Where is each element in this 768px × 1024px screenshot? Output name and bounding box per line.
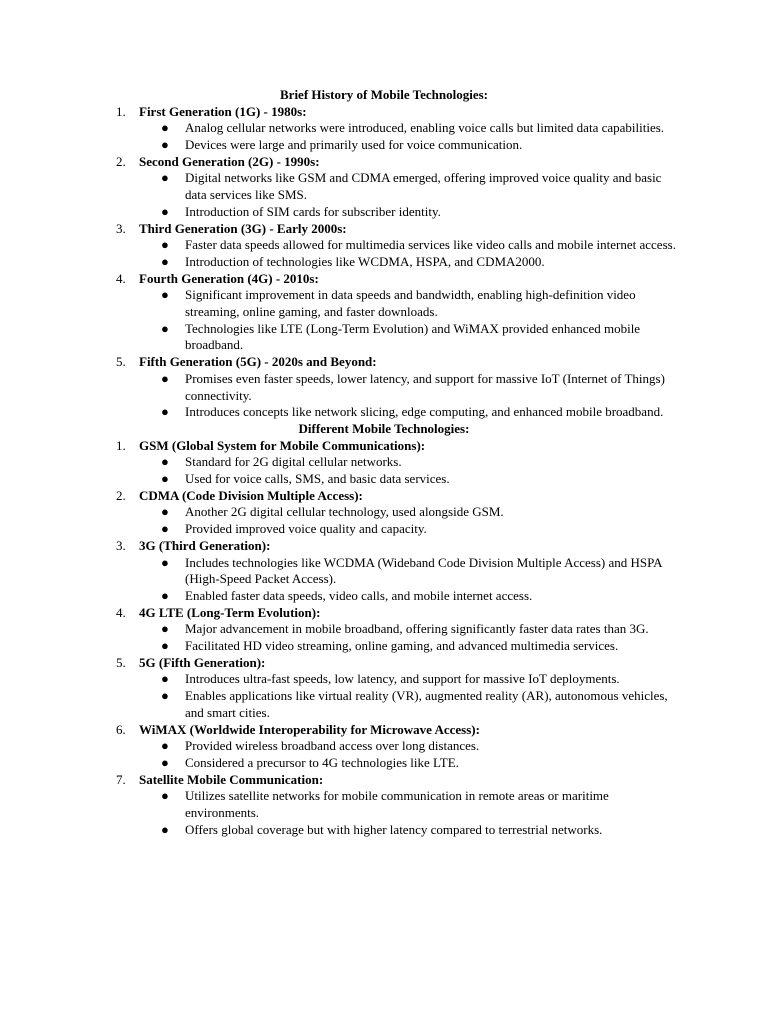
- list-item: [0, 488, 768, 538]
- bullet-icon: ●: [161, 237, 169, 253]
- bullet-text: Introduction of SIM cards for subscriber identity.: [185, 203, 441, 219]
- bullet-text: Technologies like LTE (Long-Term Evolution) and WiMAX provided enhanced mobile broadband.: [185, 320, 641, 353]
- item-title: Second Generation (2G) - 1990s:: [139, 153, 320, 169]
- bullet-item: [0, 688, 768, 721]
- bullet-item: [0, 237, 768, 254]
- item-number: 1.: [116, 437, 126, 453]
- bullet-icon: ●: [161, 203, 169, 219]
- bullet-item: [0, 671, 768, 688]
- bullet-text: Promises even faster speeds, lower latency, and support for massive IoT (Internet of Things) connectivity.: [185, 370, 665, 403]
- bullet-icon: ●: [161, 471, 169, 487]
- bullet-text: Another 2G digital cellular technology, used alongside GSM.: [185, 504, 504, 520]
- section-title: Brief History of Mobile Technologies:: [280, 87, 488, 102]
- bullet-item: [0, 204, 768, 221]
- bullet-icon: ●: [161, 671, 169, 687]
- item-title: Satellite Mobile Communication:: [139, 771, 324, 787]
- item-number: 1.: [116, 103, 126, 119]
- item-number: 3.: [116, 537, 126, 553]
- bullet-item: [0, 504, 768, 521]
- bullet-icon: ●: [161, 370, 169, 386]
- bullet-item: [0, 471, 768, 488]
- item-number: 5.: [116, 654, 126, 670]
- bullet-item: [0, 404, 768, 421]
- bullet-item: [0, 120, 768, 137]
- bullet-text: Considered a precursor to 4G technologies like LTE.: [185, 754, 459, 770]
- bullet-icon: ●: [161, 504, 169, 520]
- bullet-item: [0, 621, 768, 638]
- bullet-text: Standard for 2G digital cellular networks.: [185, 454, 402, 470]
- list-item: [0, 655, 768, 722]
- list-item: [0, 271, 768, 355]
- bullet-item: [0, 788, 768, 821]
- bullet-text: Devices were large and primarily used for voice communication.: [185, 137, 523, 153]
- item-title: GSM (Global System for Mobile Communications):: [139, 437, 426, 453]
- bullet-text: Introduces ultra-fast speeds, low latency, and support for massive IoT deployments.: [185, 671, 620, 687]
- bullet-text: Major advancement in mobile broadband, offering significantly faster data rates than 3G.: [185, 621, 649, 637]
- bullet-text: Significant improvement in data speeds and bandwidth, enabling high-definition video streaming, online gaming, and faster downloads.: [185, 287, 636, 320]
- bullet-icon: ●: [161, 521, 169, 537]
- item-number: 2.: [116, 487, 126, 503]
- bullet-text: Faster data speeds allowed for multimedia services like video calls and mobile internet access.: [185, 237, 676, 253]
- list-item: [0, 722, 768, 772]
- bullet-text: Enabled faster data speeds, video calls, and mobile internet access.: [185, 587, 533, 603]
- bullet-icon: ●: [161, 137, 169, 153]
- item-title: Third Generation (3G) - Early 2000s:: [139, 220, 347, 236]
- bullet-item: [0, 321, 768, 354]
- bullet-item: [0, 521, 768, 538]
- item-number: 6.: [116, 721, 126, 737]
- bullet-icon: ●: [161, 754, 169, 770]
- item-number: 4.: [116, 270, 126, 286]
- bullet-text: Includes technologies like WCDMA (Wideband Code Division Multiple Access) and HSPA (High-Speed Packet Access).: [185, 554, 662, 587]
- bullet-text: Analog cellular networks were introduced, enabling voice calls but limited data capabilities.: [185, 120, 665, 136]
- item-title: WiMAX (Worldwide Interoperability for Microwave Access):: [139, 721, 480, 737]
- list-item: [0, 772, 768, 839]
- list-item: [0, 104, 768, 154]
- list-item: [0, 354, 768, 421]
- bullet-text: Utilizes satellite networks for mobile communication in remote areas or maritime environments.: [185, 788, 609, 821]
- bullet-item: [0, 738, 768, 755]
- bullet-icon: ●: [161, 738, 169, 754]
- bullet-item: [0, 254, 768, 271]
- bullet-icon: ●: [161, 587, 169, 603]
- bullet-item: [0, 588, 768, 605]
- item-title: CDMA (Code Division Multiple Access):: [139, 487, 363, 503]
- bullet-item: [0, 287, 768, 320]
- item-title: Fifth Generation (5G) - 2020s and Beyond:: [139, 354, 377, 370]
- bullet-item: [0, 170, 768, 203]
- item-number: 7.: [116, 771, 126, 787]
- document-page: [0, 87, 768, 838]
- bullet-icon: ●: [161, 688, 169, 704]
- bullet-icon: ●: [161, 253, 169, 269]
- item-title: 3G (Third Generation):: [139, 537, 271, 553]
- bullet-item: [0, 755, 768, 772]
- bullet-text: Used for voice calls, SMS, and basic data services.: [185, 471, 450, 487]
- bullet-text: Enables applications like virtual reality (VR), augmented reality (AR), autonomous vehicles, and smart cities.: [185, 688, 668, 720]
- bullet-text: Introduces concepts like network slicing, edge computing, and enhanced mobile broadband.: [185, 404, 664, 420]
- bullet-text: Digital networks like GSM and CDMA emerged, offering improved voice quality and basic data services like SMS.: [185, 170, 662, 203]
- section-technologies: [0, 421, 768, 838]
- item-title: First Generation (1G) - 1980s:: [139, 103, 307, 119]
- bullet-icon: ●: [161, 638, 169, 654]
- bullet-text: Provided wireless broadband access over long distances.: [185, 738, 480, 754]
- list-item: [0, 221, 768, 271]
- bullet-icon: ●: [161, 554, 169, 570]
- bullet-text: Offers global coverage but with higher latency compared to terrestrial networks.: [185, 821, 603, 837]
- bullet-item: [0, 638, 768, 655]
- list-item: [0, 438, 768, 488]
- item-title: 5G (Fifth Generation):: [139, 654, 266, 670]
- bullet-item: [0, 822, 768, 839]
- bullet-item: [0, 454, 768, 471]
- bullet-icon: ●: [161, 621, 169, 637]
- section-history: [0, 87, 768, 421]
- section-title: Different Mobile Technologies:: [298, 420, 470, 436]
- bullet-icon: ●: [161, 404, 169, 420]
- item-number: 4.: [116, 604, 126, 620]
- bullet-icon: ●: [161, 120, 169, 136]
- bullet-item: [0, 371, 768, 404]
- bullet-text: Provided improved voice quality and capacity.: [185, 521, 427, 537]
- list-item: [0, 605, 768, 655]
- bullet-icon: ●: [161, 170, 169, 186]
- item-number: 3.: [116, 220, 126, 236]
- bullet-text: Introduction of technologies like WCDMA, HSPA, and CDMA2000.: [185, 253, 545, 269]
- bullet-icon: ●: [161, 821, 169, 837]
- bullet-item: [0, 137, 768, 154]
- bullet-text: Facilitated HD video streaming, online gaming, and advanced multimedia services.: [185, 638, 619, 654]
- item-title: 4G LTE (Long-Term Evolution):: [139, 604, 321, 620]
- bullet-icon: ●: [161, 454, 169, 470]
- list-item: [0, 538, 768, 605]
- bullet-icon: ●: [161, 788, 169, 804]
- list-item: [0, 154, 768, 221]
- item-title: Fourth Generation (4G) - 2010s:: [139, 270, 319, 286]
- item-number: 5.: [116, 354, 126, 370]
- bullet-item: [0, 555, 768, 588]
- bullet-icon: ●: [161, 320, 169, 336]
- item-number: 2.: [116, 153, 126, 169]
- bullet-icon: ●: [161, 287, 169, 303]
